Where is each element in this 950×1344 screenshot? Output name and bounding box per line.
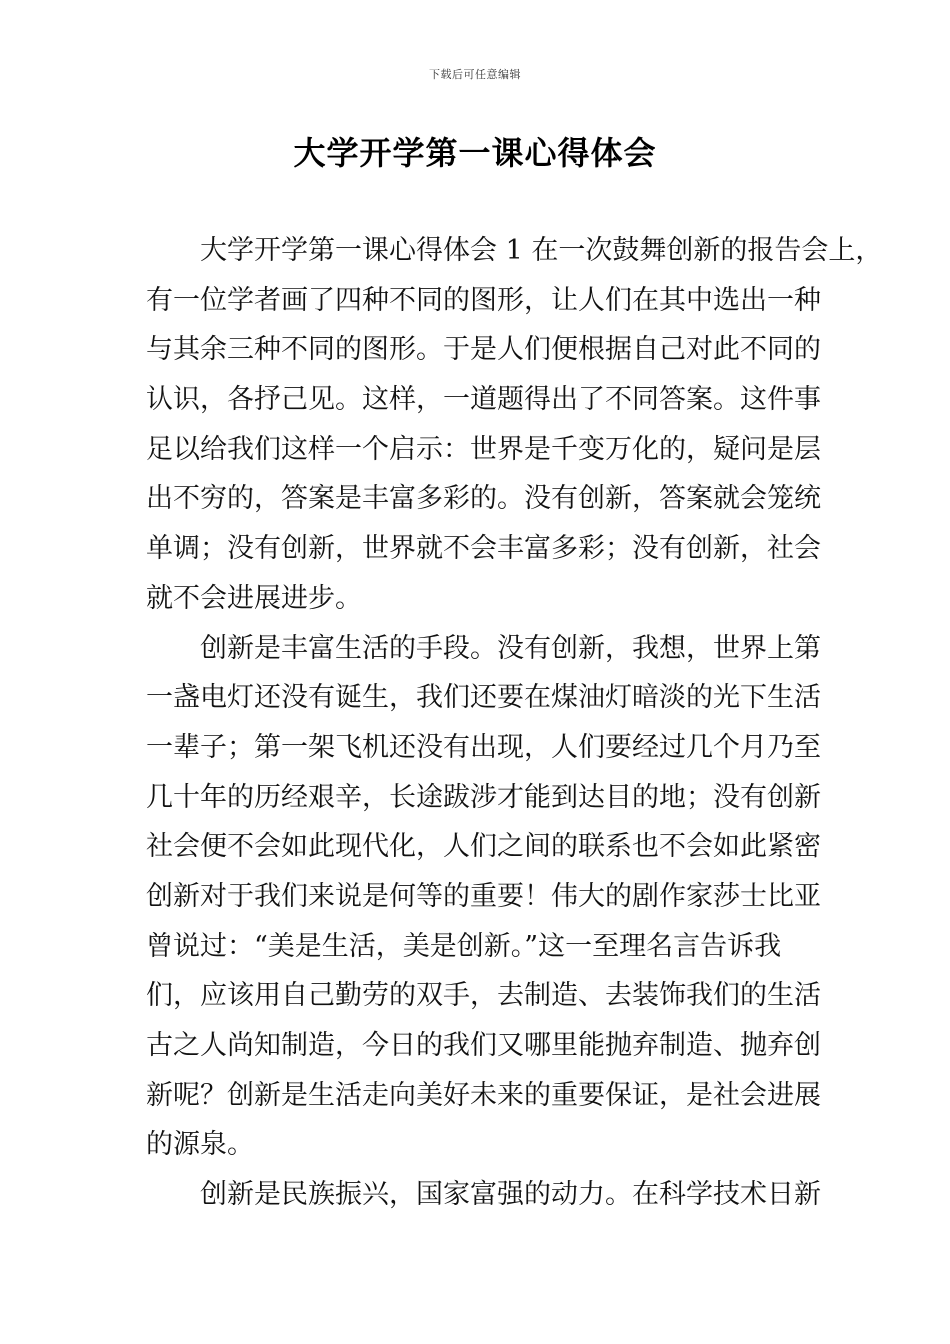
text-line: 新呢？创新是生活走向美好未来的重要保证，是社会进展 [146, 1079, 821, 1111]
document-body [146, 226, 883, 1220]
text-line: 创新对于我们来说是何等的重要！伟大的剧作家莎士比亚 [146, 880, 821, 912]
text-line: 创新是丰富生活的手段。没有创新，我想，世界上第 [200, 632, 821, 664]
text-line: 社会便不会如此现代化，人们之间的联系也不会如此紧密 [146, 831, 821, 863]
paragraph-2 [146, 624, 826, 1171]
text-line: 与其余三种不同的图形。于是人们便根据自己对此不同的 [146, 334, 821, 366]
text-line: 出不穷的，答案是丰富多彩的。没有创新，答案就会笼统 [146, 483, 821, 515]
text-line: 足以给我们这样一个启示：世界是千变万化的，疑问是层 [146, 433, 821, 465]
text-line: 几十年的历经艰辛，长途跋涉才能到达目的地；没有创新 [146, 781, 821, 813]
text-line: 古之人尚知制造，今日的我们又哪里能抛弃制造、抛弃创 [146, 1030, 821, 1061]
text-line: 有一位学者画了四种不同的图形，让人们在其中选出一种 [146, 284, 821, 316]
text-line: 一盏电灯还没有诞生，我们还要在煤油灯暗淡的光下生活 [146, 682, 821, 714]
text-line: 认识，各抒己见。这样，一道题得出了不同答案。这件事 [146, 384, 821, 416]
text-line: 的源泉。 [146, 1129, 254, 1161]
text-line: 单调；没有创新，世界就不会丰富多彩；没有创新，社会 [146, 533, 821, 565]
text-line: 们，应该用自己勤劳的双手，去制造、去装饰我们的生活 [146, 980, 821, 1012]
document-title: 大学开学第一课心得体会 [293, 134, 657, 172]
header-note: 下载后可任意编辑 [429, 68, 521, 81]
text-line: 曾说过：“美是生活，美是创新。”这一至理名言告诉我 [146, 930, 782, 962]
paragraph-1 [146, 226, 883, 624]
text-line: 就不会进展进步。 [146, 582, 362, 614]
text-line: 一辈子；第一架飞机还没有出现，人们要经过几个月乃至 [146, 731, 821, 763]
text-line: 大学开学第一课心得体会 1 在一次鼓舞创新的报告会上， [200, 235, 883, 266]
text-line: 创新是民族振兴，国家富强的动力。在科学技术日新 [200, 1179, 821, 1211]
paragraph-3 [146, 1170, 826, 1220]
